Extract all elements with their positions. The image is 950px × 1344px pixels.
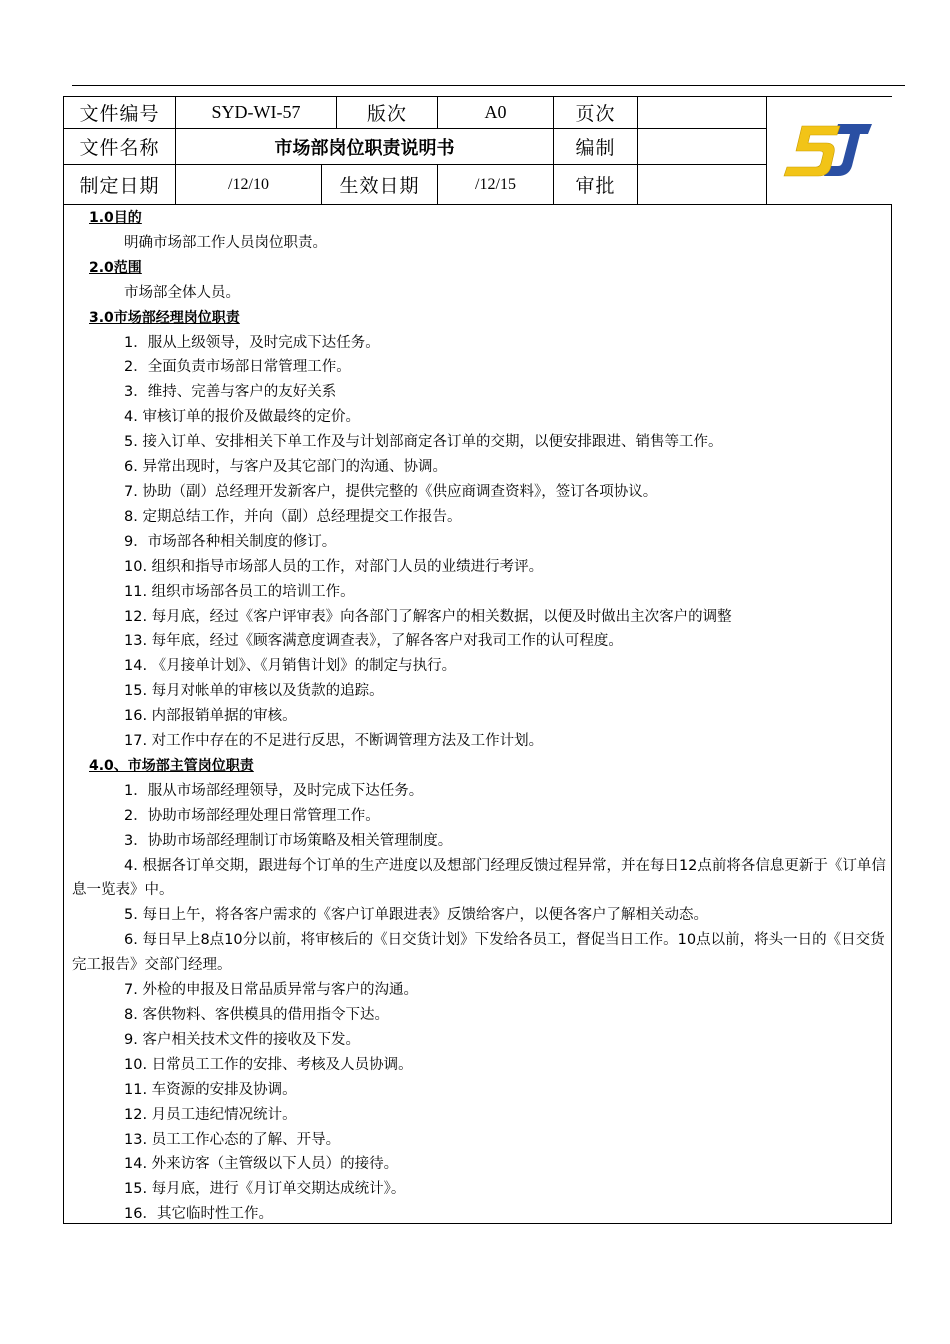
list-item: 8. 定期总结工作，并向（副）总经理提交工作报告。 xyxy=(124,508,462,525)
date-made-value: /12/10 xyxy=(175,164,322,205)
doc-no-value: SYD-WI-57 xyxy=(175,96,337,129)
section-3-title: 3.0市场部经理岗位职责 xyxy=(89,309,240,326)
list-item: 11. 车资源的安排及协调。 xyxy=(124,1081,297,1098)
list-item: 2．全面负责市场部日常管理工作。 xyxy=(124,359,351,376)
list-item: 6. 异常出现时，与客户及其它部门的沟通、协调。 xyxy=(124,459,447,476)
syd-logo-icon xyxy=(780,116,880,186)
compiled-value xyxy=(637,128,767,165)
list-item: 5. 每日上午，将各客户需求的《客户订单跟进表》反馈给客户，以便各客户了解相关动态。 xyxy=(124,907,708,924)
top-rule xyxy=(72,85,905,86)
list-item: 16．其它临时性工作。 xyxy=(124,1206,273,1223)
logo-box xyxy=(766,96,892,205)
page-label: 页次 xyxy=(553,96,638,129)
list-item: 12. 每月底，经过《客户评审表》向各部门了解客户的相关数据，以便及时做出主次客户的调整 xyxy=(124,608,732,625)
list-item: 6. 每日早上8点10分以前，将审核后的《日交货计划》下发给各员工，督促当日工作。10点以前，将头一日的《日交货完工报告》交部门经理。 xyxy=(72,932,885,974)
date-made-label: 制定日期 xyxy=(63,164,176,205)
list-item: 5. 接入订单、安排相关下单工作及与计划部商定各订单的交期，以便安排跟进、销售等工作。 xyxy=(124,434,723,451)
list-item: 15. 每月对帐单的审核以及货款的追踪。 xyxy=(124,683,384,700)
list-item: 14. 《月接单计划》、《月销售计划》的制定与执行。 xyxy=(124,658,457,675)
date-effective-label: 生效日期 xyxy=(321,164,438,205)
version-label: 版次 xyxy=(336,96,438,129)
list-item: 3．维持、完善与客户的友好关系 xyxy=(124,384,337,401)
list-item: 15. 每月底，进行《月订单交期达成统计》。 xyxy=(124,1181,406,1198)
version-value: A0 xyxy=(437,96,554,129)
list-item: 10. 组织和指导市场部人员的工作，对部门人员的业绩进行考评。 xyxy=(124,558,544,575)
page-value xyxy=(637,96,767,129)
list-item: 16. 内部报销单据的审核。 xyxy=(124,708,297,725)
list-item: 12. 月员工违纪情况统计。 xyxy=(124,1106,297,1123)
list-item: 9．市场部各种相关制度的修订。 xyxy=(124,533,337,550)
list-item: 13. 员工工作心态的了解、开导。 xyxy=(124,1131,341,1148)
section-2-text: 市场部全体人员。 xyxy=(124,284,240,301)
list-item: 2．协助市场部经理处理日常管理工作。 xyxy=(124,807,380,824)
date-effective-value: /12/15 xyxy=(437,164,554,205)
list-item: 3．协助市场部经理制订市场策略及相关管理制度。 xyxy=(124,832,453,849)
section-1-text: 明确市场部工作人员岗位职责。 xyxy=(124,234,327,251)
list-item: 4. 审核订单的报价及做最终的定价。 xyxy=(124,409,360,426)
approve-label: 审批 xyxy=(553,164,638,205)
section-4-title: 4.0、市场部主管岗位职责 xyxy=(89,757,254,774)
list-item: 8. 客供物料、客供模具的借用指令下达。 xyxy=(124,1007,389,1023)
list-item: 7. 协助（副）总经理开发新客户，提供完整的《供应商调查资料》，签订各项协议。 xyxy=(124,483,658,500)
compiled-label: 编制 xyxy=(553,128,638,165)
document-body xyxy=(72,206,887,1227)
list-item: 14. 外来访客（主管级以下人员）的接待。 xyxy=(124,1156,399,1173)
list-item: 9. 客户相关技术文件的接收及下发。 xyxy=(124,1031,360,1048)
list-item: 10. 日常员工工作的安排、考核及人员协调。 xyxy=(124,1056,413,1073)
list-item: 17. 对工作中存在的不足进行反思，不断调管理方法及工作计划。 xyxy=(124,733,544,750)
list-item: 4. 根据各订单交期，跟进每个订单的生产进度以及想部门经理反馈过程异常，并在每日12点前将各信息更新于《订单信息一览表》中。 xyxy=(72,857,886,899)
approve-value xyxy=(637,164,767,205)
doc-no-label: 文件编号 xyxy=(63,96,176,129)
list-item: 13. 每年底，经过《顾客满意度调查表》，了解各客户对我司工作的认可程度。 xyxy=(124,633,623,650)
doc-name-value: 市场部岗位职责说明书 xyxy=(175,128,554,165)
list-item: 11. 组织市场部各员工的培训工作。 xyxy=(124,583,355,600)
section-2-title: 2.0范围 xyxy=(89,259,142,276)
list-item: 1．服从上级领导，及时完成下达任务。 xyxy=(124,334,380,351)
list-item: 1．服从市场部经理领导，及时完成下达任务。 xyxy=(124,782,424,799)
header-table xyxy=(63,96,892,205)
doc-name-label: 文件名称 xyxy=(63,128,176,165)
section-1-title: 1.0目的 xyxy=(89,210,142,226)
list-item: 7. 外检的申报及日常品质异常与客户的沟通。 xyxy=(124,982,418,999)
